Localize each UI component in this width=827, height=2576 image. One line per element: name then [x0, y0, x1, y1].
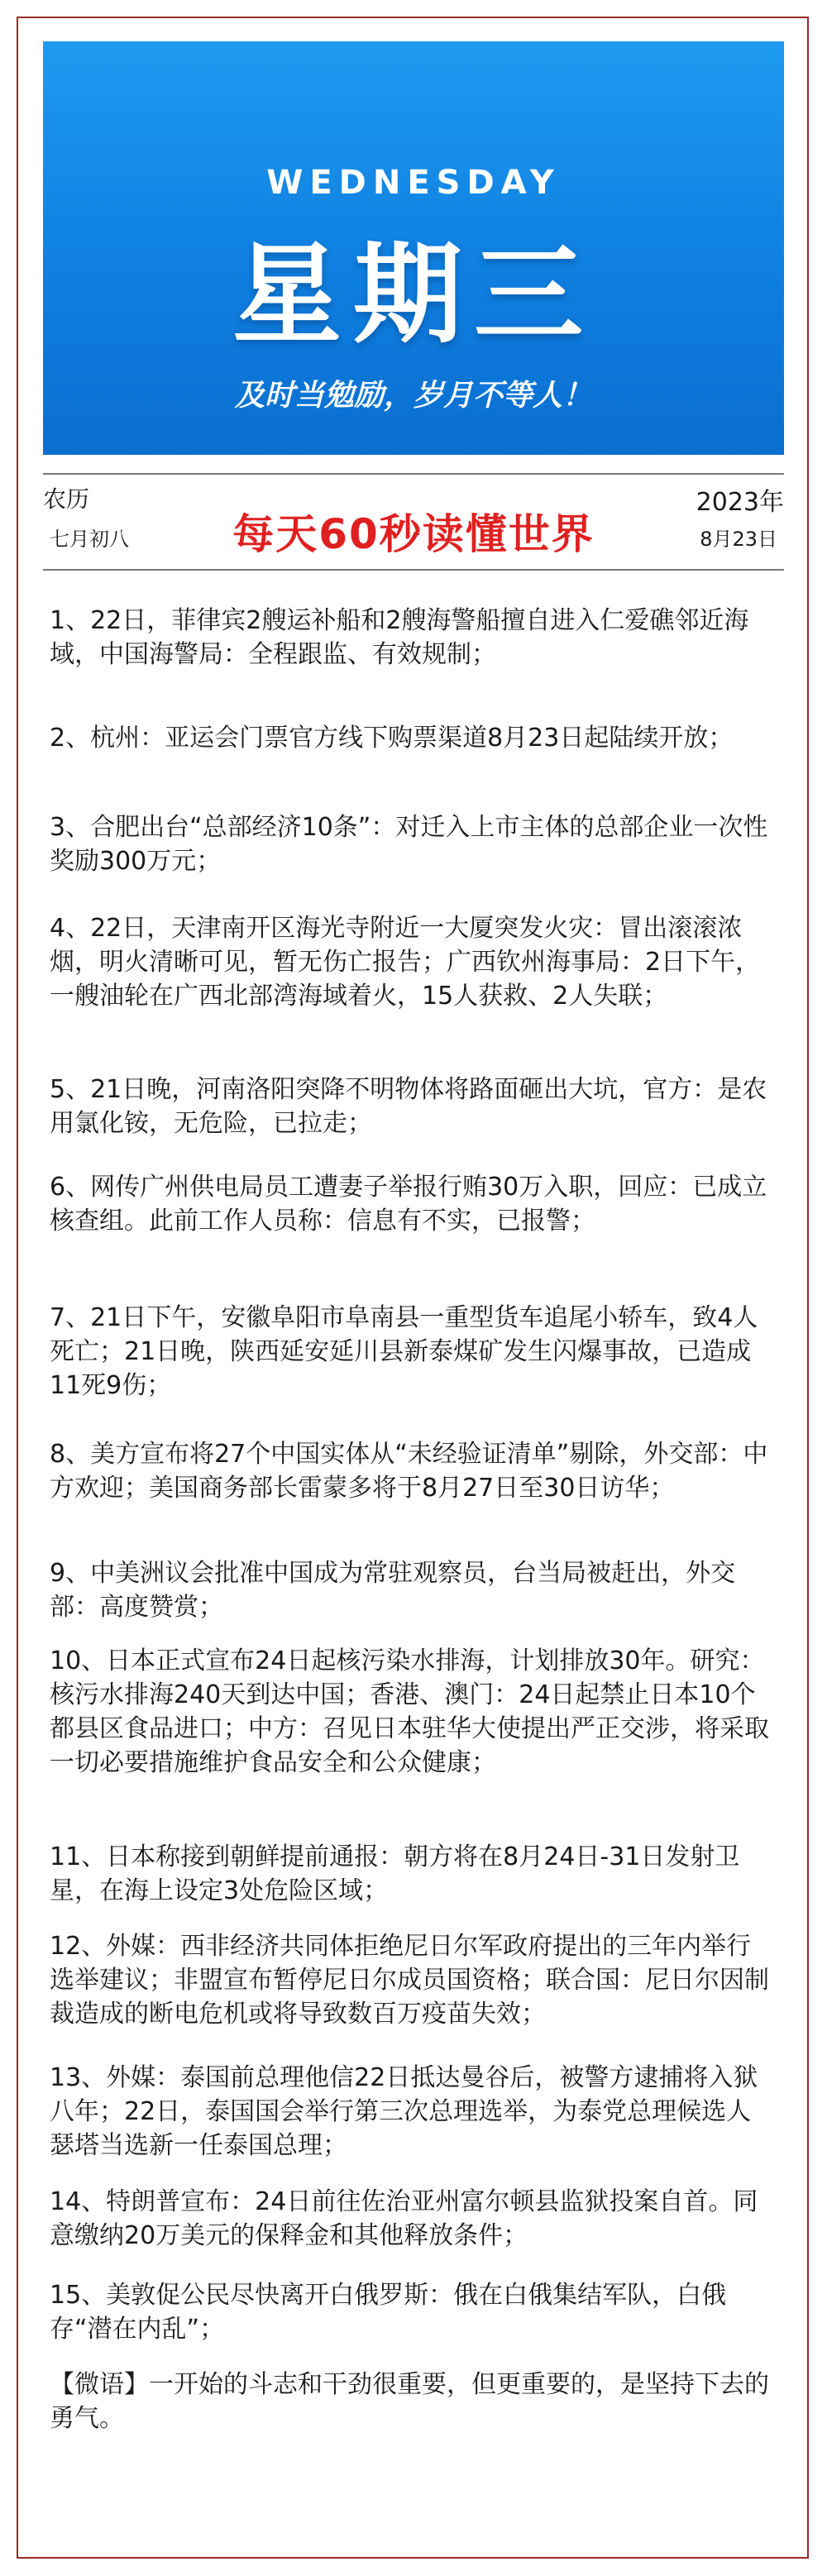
banner-slogan: 及时当勉励，岁月不等人！	[234, 379, 592, 413]
weekday-banner	[43, 41, 784, 455]
header-top-divider	[43, 473, 784, 475]
year-label: 2023年	[696, 488, 784, 517]
lunar-date: 七月初八	[50, 528, 129, 551]
daily-quote: 【微语】一开始的斗志和干劲很重要，但更重要的，是坚持下去的勇气。	[50, 2370, 769, 2433]
news-item-15: 15、美敦促公民尽快离开白俄罗斯：俄在白俄集结军队，白俄存“潜在内乱”；	[50, 2281, 727, 2344]
news-item-3: 3、合肥出台“总部经济10条”：对迁入上市主体的总部企业一次性奖励300万元；	[50, 813, 768, 876]
weekday-chinese: 星期三	[232, 232, 595, 359]
date-label: 8月23日	[700, 528, 777, 551]
news-item-1: 1、22日，菲律宾2艘运补船和2艘海警船擅自进入仁爱礁邻近海域，中国海警局：全程跟监、有效规制；	[50, 606, 749, 669]
news-item-7: 7、21日下午，安徽阜阳市阜南县一重型货车追尾小轿车，致4人死亡；21日晚，陕西延安延川县新泰煤矿发生闪爆事故，已造成11死9伤；	[50, 1303, 758, 1400]
news-item-4: 4、22日，天津南开区海光寺附近一大厦突发火灾：冒出滚滚浓烟，明火清晰可见，暂无伤亡报告；广西钦州海事局：2日下午，一艘油轮在广西北部湾海域着火，15人获救、2人失联；	[50, 914, 761, 1011]
news-item-13: 13、外媒：泰国前总理他信22日抵达曼谷后，被警方逮捕将入狱八年；22日，泰国国会举行第三次总理选举，为泰党总理候选人瑟塔当选新一任泰国总理；	[50, 2063, 758, 2160]
news-item-2: 2、杭州：亚运会门票官方线下购票渠道8月23日起陆续开放；	[50, 724, 734, 753]
header-bottom-divider	[43, 569, 784, 571]
news-item-9: 9、中美洲议会批准中国成为常驻观察员，台当局被赶出，外交部：高度赞赏；	[50, 1559, 736, 1622]
news-item-12: 12、外媒：西非经济共同体拒绝尼日尔军政府提出的三年内举行选举建议；非盟宣布暂停尼日尔成员国资格；联合国：尼日尔因制裁造成的断电危机或将导致数百万疫苗失效；	[50, 1932, 769, 2029]
news-item-14: 14、特朗普宣布：24日前往佐治亚州富尔顿县监狱投案自首。同意缴纳20万美元的保释金和其他释放条件；	[50, 2187, 758, 2250]
news-item-10: 10、日本正式宣布24日起核污染水排海，计划排放30年。研究：核污水排海240天到达中国；香港、澳门：24日起禁止日本10个都县区食品进口；中方：召见日本驻华大使提出严正交涉，将采取一切必要措施维护食品安全和公众健康；	[50, 1646, 769, 1777]
news-item-8: 8、美方宣布将27个中国实体从“未经验证清单”剔除，外交部：中方欢迎；美国商务部长雷蒙多将于8月27日至30日访华；	[50, 1440, 768, 1503]
weekday-english: WEDNESDAY	[266, 164, 561, 202]
news-item-5: 5、21日晚，河南洛阳突降不明物体将路面砸出大坑，官方：是农用氯化铵，无危险，已拉走；	[50, 1075, 767, 1138]
news-item-11: 11、日本称接到朝鲜提前通报：朝方将在8月24日-31日发射卫星，在海上设定3处危险区域；	[50, 1842, 740, 1905]
news-item-6: 6、网传广州供电局员工遭妻子举报行贿30万入职，回应：已成立核查组。此前工作人员称：信息有不实，已报警；	[50, 1173, 767, 1235]
page-title: 每天60秒读懂世界	[232, 510, 595, 558]
lunar-label: 农历	[43, 485, 90, 513]
